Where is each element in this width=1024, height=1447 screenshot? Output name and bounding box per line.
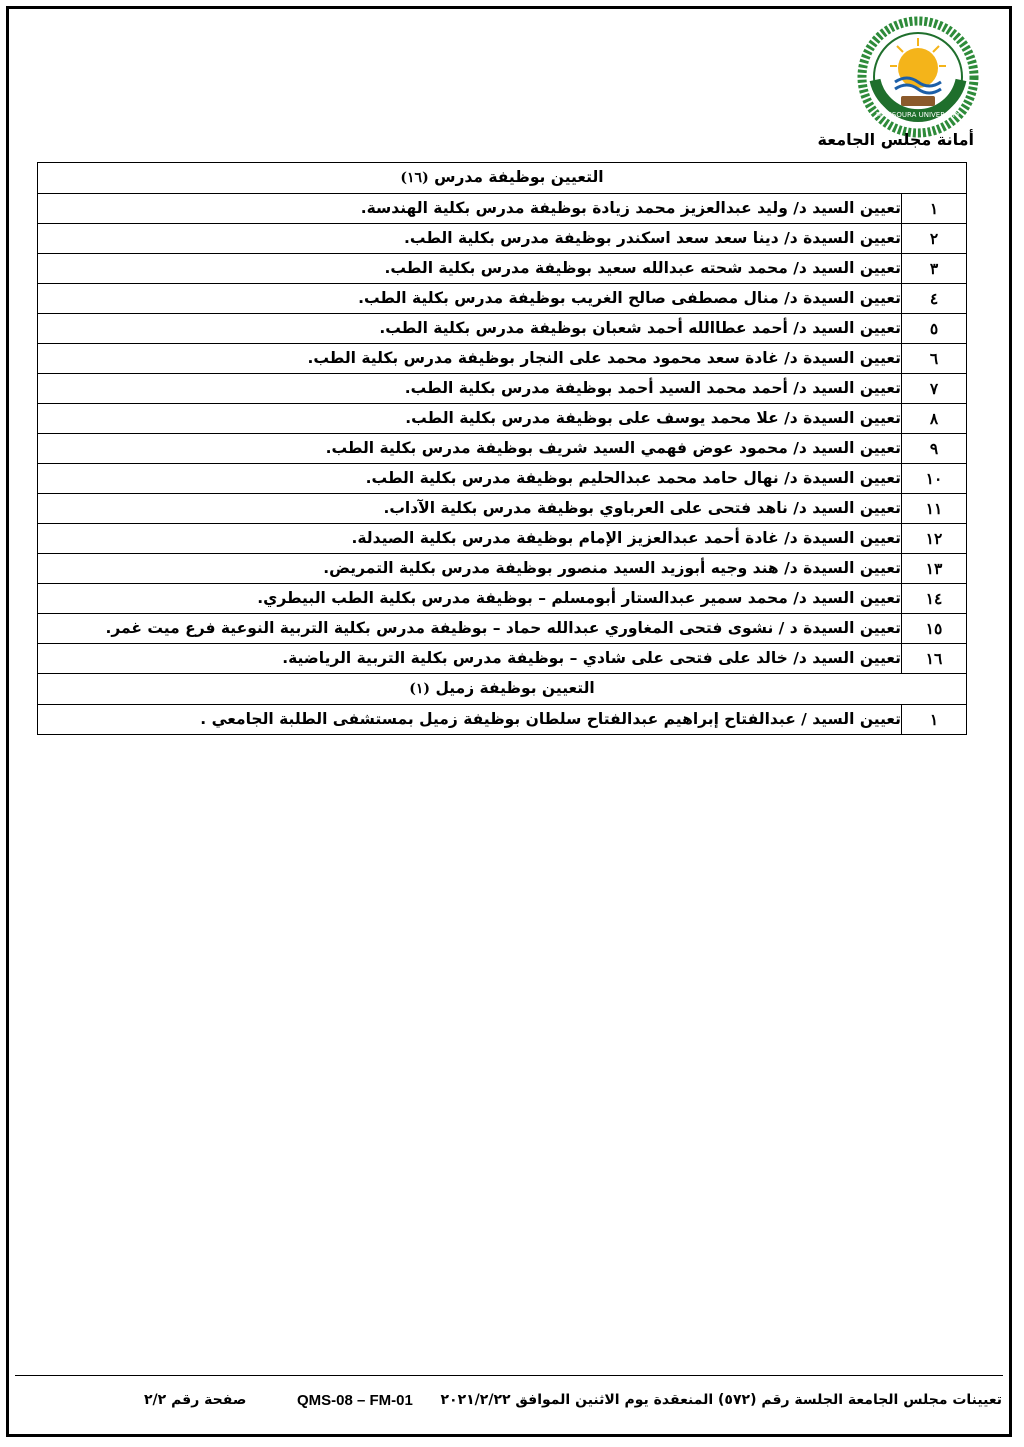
row-number: ١٦	[902, 644, 967, 674]
table-row	[38, 464, 967, 494]
table-row	[38, 284, 967, 314]
row-text: تعيين السيد د/ محمد شحته عبدالله سعيد بوظيفة مدرس بكلية الطب.	[38, 254, 902, 284]
section-title: التعيين بوظيفة مدرس	[434, 168, 604, 186]
row-text: تعيين السيد د/ وليد عبدالعزيز محمد زيادة بوظيفة مدرس بكلية الهندسة.	[38, 194, 902, 224]
section-header-cell	[38, 674, 967, 705]
row-number: ١٣	[902, 554, 967, 584]
footer-session: تعيينات مجلس الجامعة الجلسة رقم (٥٧٢) المنعقدة يوم الاثنين الموافق ٢٠٢١/٢/٢٢	[440, 1392, 1002, 1408]
row-number: ٧	[902, 374, 967, 404]
row-text: تعيين السيدة د/ علا محمد يوسف على بوظيفة مدرس بكلية الطب.	[38, 404, 902, 434]
row-number: ٨	[902, 404, 967, 434]
row-number: ١٤	[902, 584, 967, 614]
row-text: تعيين السيدة د / نشوى فتحى المغاوري عبدالله حماد – بوظيفة مدرس بكلية التربية النوعية فرع ميت غمر.	[38, 614, 902, 644]
table-row	[38, 314, 967, 344]
row-number: ١	[902, 194, 967, 224]
section-count: (١)	[409, 681, 431, 697]
footer-form-code: QMS-08 – FM-01	[297, 1392, 413, 1409]
table-row	[38, 374, 967, 404]
section-header-cell	[38, 163, 967, 194]
appointments-table	[37, 162, 967, 735]
table-row	[38, 194, 967, 224]
row-number: ١١	[902, 494, 967, 524]
row-number: ٦	[902, 344, 967, 374]
table-row	[38, 524, 967, 554]
row-number: ٣	[902, 254, 967, 284]
row-text: تعيين السيدة د/ نهال حامد محمد عبدالحليم بوظيفة مدرس بكلية الطب.	[38, 464, 902, 494]
row-number: ٩	[902, 434, 967, 464]
row-text: تعيين السيد / عبدالفتاح إبراهيم عبدالفتاح سلطان بوظيفة زميل بمستشفى الطلبة الجامعي .	[38, 705, 902, 735]
row-number: ١٥	[902, 614, 967, 644]
table-row	[38, 554, 967, 584]
table-row	[38, 254, 967, 284]
table-row	[38, 434, 967, 464]
row-text: تعيين السيدة د/ غادة سعد محمود محمد على النجار بوظيفة مدرس بكلية الطب.	[38, 344, 902, 374]
row-text: تعيين السيد د/ أحمد محمد السيد أحمد بوظيفة مدرس بكلية الطب.	[38, 374, 902, 404]
table-row	[38, 584, 967, 614]
row-number: ١٠	[902, 464, 967, 494]
row-text: تعيين السيد د/ محمود عوض فهمي السيد شريف بوظيفة مدرس بكلية الطب.	[38, 434, 902, 464]
footer-page-number: صفحة رقم ٢/٢	[144, 1392, 247, 1408]
row-text: تعيين السيدة د/ دينا سعد سعد اسكندر بوظيفة مدرس بكلية الطب.	[38, 224, 902, 254]
row-text: تعيين السيد د/ محمد سمير عبدالستار أبومسلم – بوظيفة مدرس بكلية الطب البيطري.	[38, 584, 902, 614]
office-title: أمانة مجلس الجامعة	[817, 130, 974, 149]
row-number: ١٢	[902, 524, 967, 554]
table-row	[38, 614, 967, 644]
row-number: ١	[902, 705, 967, 735]
row-text: تعيين السيدة د/ هند وجيه أبوزيد السيد منصور بوظيفة مدرس بكلية التمريض.	[38, 554, 902, 584]
row-number: ٤	[902, 284, 967, 314]
table-row	[38, 705, 967, 735]
row-text: تعيين السيدة د/ منال مصطفى صالح الغريب بوظيفة مدرس بكلية الطب.	[38, 284, 902, 314]
svg-text:MANSOURA UNIVERSITY: MANSOURA UNIVERSITY	[875, 111, 961, 119]
row-number: ٢	[902, 224, 967, 254]
row-text: تعيين السيدة د/ غادة أحمد عبدالعزيز الإمام بوظيفة مدرس بكلية الصيدلة.	[38, 524, 902, 554]
table-row	[38, 494, 967, 524]
section-header-row	[38, 163, 967, 194]
section-count: (١٦)	[400, 170, 429, 186]
footer-divider	[15, 1375, 1003, 1376]
row-number: ٥	[902, 314, 967, 344]
section-header-row	[38, 674, 967, 705]
table-row	[38, 404, 967, 434]
university-logo	[857, 16, 979, 138]
table-row	[38, 344, 967, 374]
table-row	[38, 224, 967, 254]
row-text: تعيين السيد د/ ناهد فتحى على العرباوي بوظيفة مدرس بكلية الآداب.	[38, 494, 902, 524]
row-text: تعيين السيد د/ خالد على فتحى على شادي – بوظيفة مدرس بكلية التربية الرياضية.	[38, 644, 902, 674]
row-text: تعيين السيد د/ أحمد عطاالله أحمد شعبان بوظيفة مدرس بكلية الطب.	[38, 314, 902, 344]
table-row	[38, 644, 967, 674]
section-title: التعيين بوظيفة زميل	[435, 679, 595, 697]
